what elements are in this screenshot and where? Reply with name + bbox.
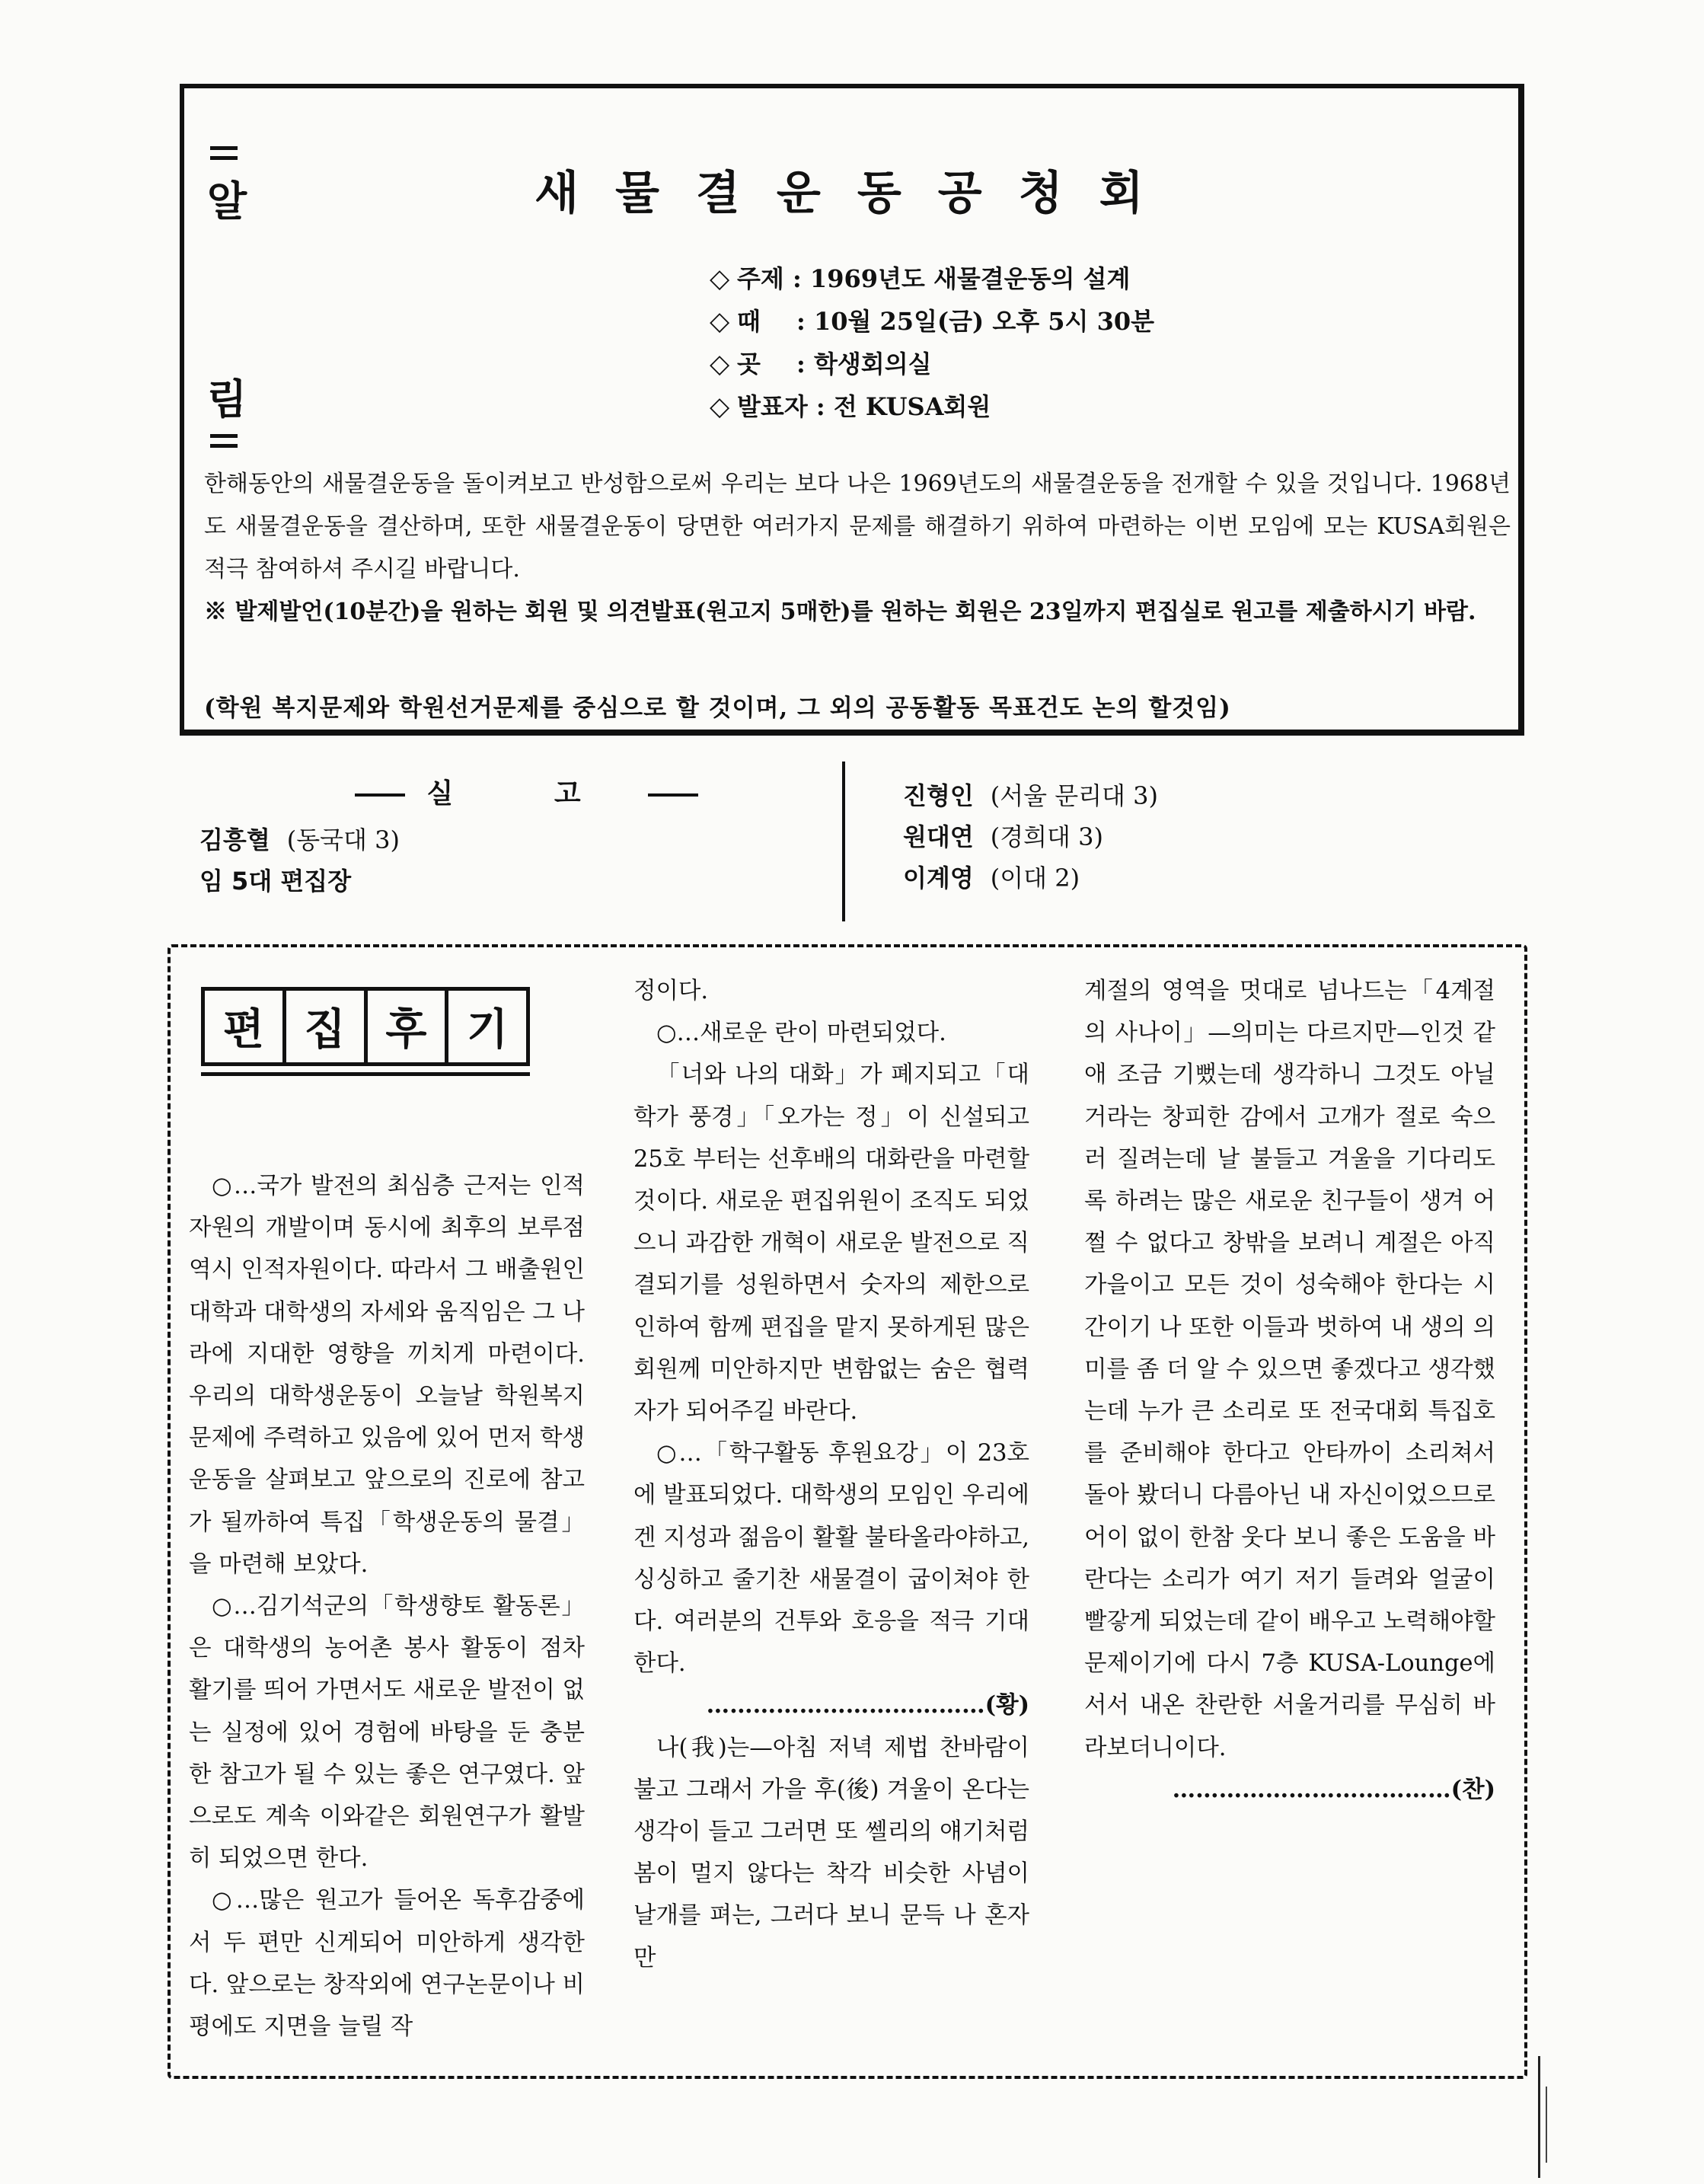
column-paragraph: 나(我)는—아침 저녁 제법 찬바람이 불고 그래서 가을 후(後) 겨울이 온다는 생각이 들고 그러면 또 쎌리의 얘기처럼 봄이 멀지 않다는 착각 비슷한 사념이 날개를 펴는, 그러다 보니 문득 나 혼자만 <box>633 1734 1029 1972</box>
detail-value: 전 KUSA회원 <box>833 392 991 421</box>
notice-note: ※ 발제발언(10분간)을 원하는 회원 및 의견발표(원고지 5매한)를 원하는 회원은 23일까지 편집실로 원고를 제출하시기 바람. <box>204 599 1476 625</box>
heading-underline <box>201 1072 530 1076</box>
editorial-column-2 <box>633 970 1029 1979</box>
diamond-icon: ◇ <box>710 263 730 294</box>
column-paragraph: 계절의 영역을 멋대로 넘나드는「4계절의 사나이」—의미는 다르지만—인것 같애 조금 기뻤는데 생각하니 그것도 아닐거라는 창피한 감에서 고개가 절로 숙으러 질려는데 날 불들고 겨울을 기다리도록 하려는 많은 새로운 친구들이 생겨 어쩔 수 없다고 창밖을 보려니 계절은 아직 가을이고 모든 것이 성숙해야 한다는 시간이기 나 또한 이들과 벗하여 내 생의 의미를 좀 더 알 수 있으면 좋겠다고 생각했는데 누가 큰 소리로 또 전국대회 특집호를 준비해야 한다고 안타까이 소리쳐서 돌아 봤더니 다름아닌 내 자신이었으므로 어이 없이 한참 웃다 보니 좋은 도움을 바란다는 소리가 여기 저기 들려와 얼굴이 빨갛게 되었는데 같이 배우고 노력해야할 문제이기에 다시 7층 KUSA-Lounge에 서서 내온 찬란한 서울거리를 무심히 바라보더니이다. <box>1084 978 1495 1761</box>
notice-details <box>710 257 1154 428</box>
column-paragraph: ○…국가 발전의 최심층 근저는 인적자원의 개발이며 동시에 최후의 보루점 역시 인적자원이다. 따라서 그 배출원인 대학과 대학생의 자세와 움직임은 그 나라에 지대한 영향을 끼치게 마련이다. 우리의 대학생운동이 오늘날 학원복지문제에 주력하고 있음에 있어 먼저 학생운동을 살펴보고 앞으로의 진로에 참고가 될까하여 특집「학생운동의 물결」을 마련해 보았다. <box>189 1173 585 1578</box>
editorial-column-1 <box>189 1165 585 2048</box>
editorial-column-3 <box>1084 970 1495 1811</box>
detail-value: 학생회의실 <box>813 350 932 378</box>
credits-title <box>355 772 698 811</box>
detail-label: 주제 <box>737 264 784 293</box>
column-paragraph: ○…「학구활동 후원요강」이 23호에 발표되었다. 대학생의 모임인 우리에겐 지성과 젊음이 활활 불타올라야하고, 싱싱하고 줄기찬 새물결이 굽이쳐야 한다. 여러분의 건투와 호응을 적극 기대한다. <box>633 1440 1029 1678</box>
detail-row-place: ◇ 곳 : 학생회의실 <box>710 343 1154 385</box>
credit-left-2 <box>199 862 368 897</box>
editorial-box <box>168 944 1527 2079</box>
credit-name: 진형인 <box>903 781 974 810</box>
credit-left-1 <box>199 821 400 856</box>
column-paragraph: ○…김기석군의「학생향토 활동론」은 대학생의 농어촌 봉사 활동이 점차 활기를 띄어 가면서도 새로운 발전이 없는 실정에 있어 경험에 바탕을 둔 충분한 참고가 될 수 있는 좋은 연구였다. 앞으로도 계속 이와같은 회원연구가 활발히 되었으면 한다. <box>189 1593 585 1873</box>
column-paragraph: 「너와 나의 대화」가 폐지되고「대학가 풍경」「오가는 정」이 신설되고 25호 부터는 선후배의 대화란을 마련할 것이다. 새로운 편집위원이 조직도 되었으니 과감한 개혁이 새로운 발전으로 직결되기를 성원하면서 숫자의 제한으로 인하여 함께 편집을 맡지 못하게된 많은 회원께 미안하지만 변함없는 숨은 협력자가 되어주길 바란다. <box>633 1062 1029 1426</box>
credit-right-2 <box>903 818 1103 853</box>
credit-name: 이계영 <box>903 864 974 892</box>
credit-affil: (동국대 3) <box>286 825 400 854</box>
detail-value: 10월 25일(금) 오후 5시 30분 <box>813 307 1155 336</box>
credits-divider <box>842 762 845 921</box>
notice-paragraph: 한해동안의 새물결운동을 돌이켜보고 반성함으로써 우리는 보다 나은 1969년도의 새물결운동을 전개할 수 있을 것입니다. 1968년도 새물결운동을 결산하며, 또한 새물결운동이 당면한 여러가지 문제를 해결하기 위하여 마련하는 이번 모임에 모는 KUSA회원은 적극 참여하셔 주시길 바랍니다. <box>204 471 1511 583</box>
heading-char: 편 <box>222 1005 264 1055</box>
column-paragraph: 정이다. <box>633 978 709 1004</box>
credit-affil: (서울 문리대 3) <box>990 781 1158 810</box>
title-rule-left <box>355 793 405 797</box>
diamond-icon: ◇ <box>710 391 730 422</box>
credit-name: 임 5대 편집장 <box>199 867 352 896</box>
detail-row-time: ◇ 때 : 10월 25일(금) 오후 5시 30분 <box>710 300 1154 343</box>
diamond-icon: ◇ <box>710 349 730 379</box>
credit-name: 원대연 <box>903 822 974 851</box>
credit-affil: (경희대 3) <box>990 822 1103 851</box>
detail-value: 1969년도 새물결운동의 설계 <box>809 264 1131 293</box>
notice-parenthetical: (학원 복지문제와 학원선거문제를 중심으로 할 것이며, 그 외의 공동활동 목표건도 논의 할것임) <box>204 694 1231 722</box>
detail-label: 곳 <box>737 350 761 378</box>
column-paragraph: ○…새로운 란이 마련되었다. <box>656 1020 946 1047</box>
column-signature: ………………………………(황) <box>706 1691 1029 1719</box>
double-dash-top <box>210 146 238 160</box>
heading-char: 집 <box>282 991 364 1062</box>
credit-right-3 <box>903 859 1080 894</box>
diamond-icon: ◇ <box>710 306 730 337</box>
credits-title-text: 실 고 <box>426 778 627 809</box>
title-rule-right <box>648 793 698 797</box>
detail-label: 발표자 <box>737 392 808 421</box>
page-edge-mark <box>1546 2087 1547 2163</box>
notice-box <box>180 84 1524 736</box>
side-label-char-2: 림 <box>207 375 247 423</box>
editorial-heading <box>201 987 530 1066</box>
detail-row-topic: ◇ 주제 : 1969년도 새물결운동의 설계 <box>710 257 1154 300</box>
heading-char: 후 <box>364 991 445 1062</box>
column-signature: ………………………………(찬) <box>1172 1775 1495 1803</box>
column-paragraph: ○…많은 원고가 들어온 독후감중에서 두 편만 신게되어 미안하게 생각한다. 앞으로는 창작외에 연구논문이나 비평에도 지면을 늘릴 작 <box>189 1887 585 2041</box>
double-dash-bottom <box>210 434 238 448</box>
detail-label: 때 <box>737 307 761 336</box>
credit-right-1 <box>903 777 1158 812</box>
notice-title: 새물결운동공청회 <box>534 167 1180 220</box>
notice-body <box>204 463 1511 634</box>
notice-side-label <box>207 146 253 497</box>
credit-affil: (이대 2) <box>990 864 1080 892</box>
side-label-char-1: 알 <box>207 177 247 225</box>
credit-name: 김흥혈 <box>199 825 270 854</box>
credits-section <box>180 762 1524 929</box>
detail-row-presenter: ◇ 발표자 : 전 KUSA회원 <box>710 385 1154 428</box>
page-edge-mark <box>1538 2056 1540 2178</box>
heading-char: 기 <box>445 991 526 1062</box>
